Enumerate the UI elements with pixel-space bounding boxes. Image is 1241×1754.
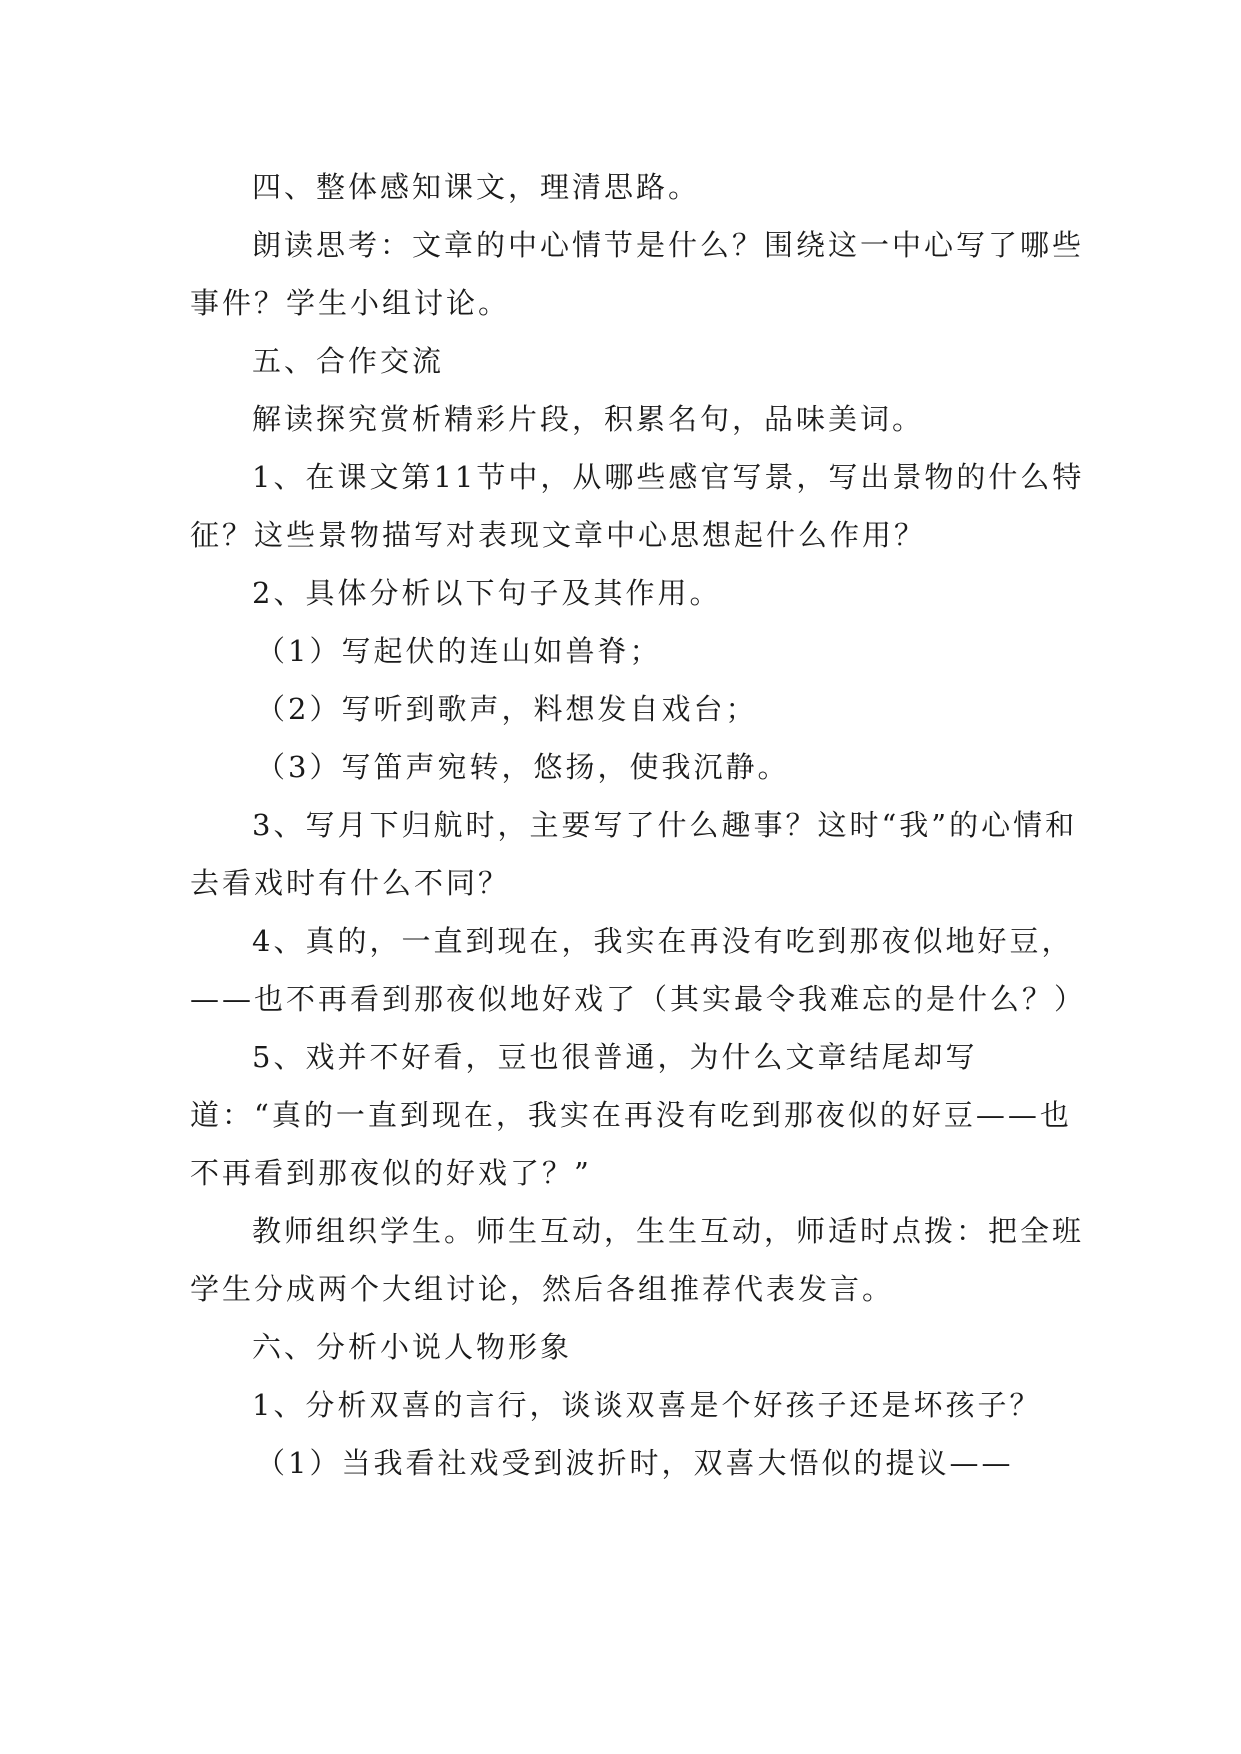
question-5: 5、戏并不好看，豆也很普通，为什么文章结尾却写道：“真的一直到现在，我实在再没有吃到那夜似的好豆——也不再看到那夜似的好戏了？”	[190, 1040, 1072, 1190]
section-heading-5: 五、合作交流	[252, 344, 445, 378]
question-2: 2、具体分析以下句子及其作用。	[252, 576, 722, 610]
sub-item-2: （2）写听到歌声，料想发自戏台；	[256, 692, 758, 726]
sub-item-1: （1）写起伏的连山如兽脊；	[256, 634, 662, 668]
paragraph-reading-question: 朗读思考：文章的中心情节是什么？围绕这一中心写了哪些事件？学生小组讨论。	[190, 228, 1085, 320]
question-1: 1、在课文第11节中，从哪些感官写景，写出景物的什么特征？这些景物描写对表现文章中心思想起什么作用？	[190, 460, 1085, 552]
question-6-1: 1、分析双喜的言行，谈谈双喜是个好孩子还是坏孩子？	[252, 1388, 1042, 1422]
paragraph-teacher-guidance: 教师组织学生。师生互动，生生互动，师适时点拨：把全班学生分成两个大组讨论，然后各组推荐代表发言。	[190, 1214, 1085, 1306]
question-4: 4、真的，一直到现在，我实在再没有吃到那夜似地好豆，——也不再看到那夜似地好戏了（其实最令我难忘的是什么？）	[190, 924, 1087, 1016]
section-heading-4: 四、整体感知课文，理清思路。	[252, 170, 701, 204]
sub-item-6-1: （1）当我看社戏受到波折时，双喜大悟似的提议——	[256, 1446, 1014, 1480]
section-heading-6: 六、分析小说人物形象	[252, 1330, 573, 1364]
sub-item-3: （3）写笛声宛转，悠扬，使我沉静。	[256, 750, 790, 784]
question-3: 3、写月下归航时，主要写了什么趣事？这时“我”的心情和去看戏时有什么不同？	[190, 808, 1078, 900]
document-body	[190, 158, 1090, 1492]
paragraph-interpretation: 解读探究赏析精彩片段，积累名句，品味美词。	[252, 402, 925, 436]
